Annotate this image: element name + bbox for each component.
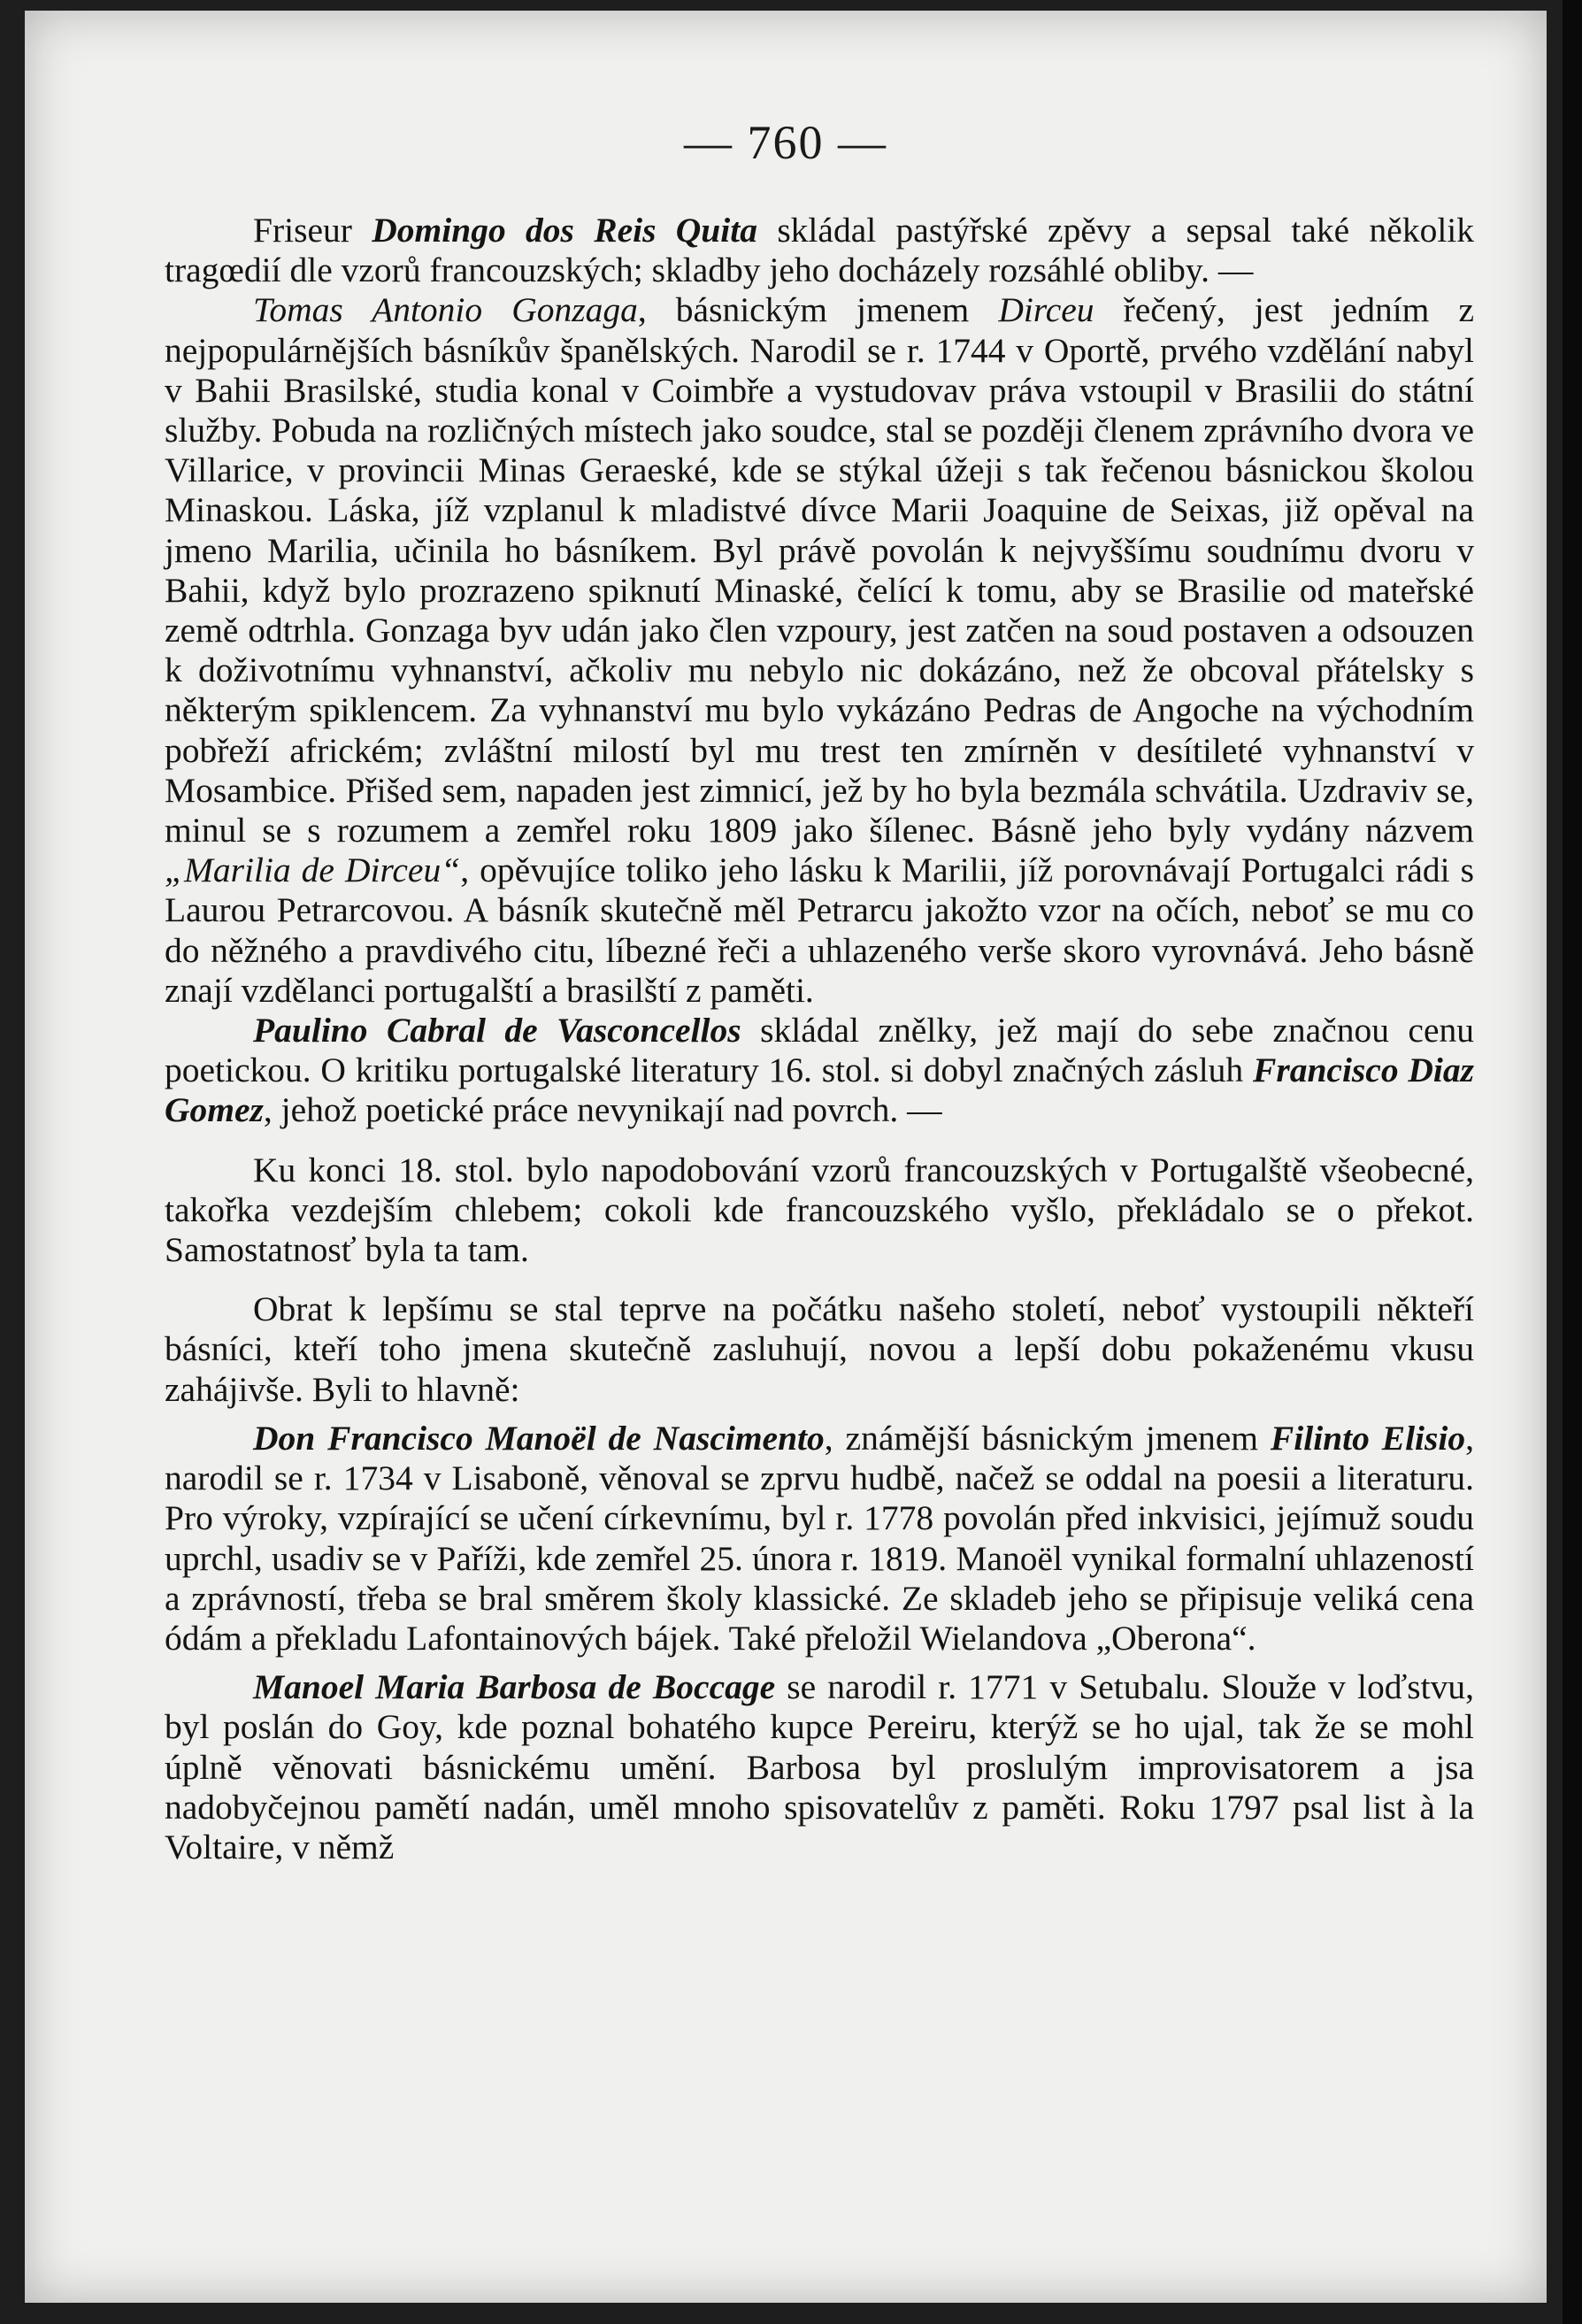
body-text — [165, 211, 1474, 1867]
text-run: , narodil se r. 1734 v Lisaboně, věnoval se zprvu hudbě, načež se oddal na poesii a literaturu. Pro výroky, vzpírající se učení církevnímu, byl r. 1778 povolán před inkvisici, jejímuž soudu uprchl, usadiv se v Paříži, kde zemřel 25. února r. 1819. Manoël vynikal formalní uhlazeností a zprávností, třeba se bral směrem školy klassické. Ze skladeb jeho se připisuje veliká cena ódám a překladu Lafontainových bájek. Také přeložil Wielandova „Oberona“. — [165, 1418, 1475, 1658]
paragraph-p5 — [165, 1289, 1474, 1410]
paragraph-p6 — [165, 1419, 1474, 1658]
text-run: Ku konci 18. stol. bylo napodobování vzorů francouzských v Portugalště všeobecné, takořka vezdejším chlebem; cokoli kde francouzského vyšlo, překládalo se o překot. Samostatnosť byla ta tam. — [165, 1150, 1474, 1270]
text-run: se narodil r. 1771 v Setubalu. Slouže v loďstvu, byl poslán do Goy, kde poznal bohatého kupce Pereiru, kterýž se ho ujal, tak že se mohl úplně věnovati básnickému umění. Barbosa byl proslulým improvisatorem a jsa nadobyčejnou pamětí nadán, uměl mnoho spisovatelův z paměti. Roku 1797 psal list à la Voltaire, v němž — [165, 1667, 1474, 1866]
emphasized-name: Manoel Maria Barbosa de Boccage — [253, 1667, 776, 1707]
emphasized-name: Francisco Diaz Gomez — [165, 1050, 1474, 1130]
text-run: , opěvujíce toliko jeho lásku k Marilii, jíž porovnávají Portugalci rádi s Laurou Petrarcovou. A básník skutečně měl Petrarcu jakožto vzor na očích, neboť se mu co do něžného a pravdivého citu, líbezné řeči a uhlazeného verše skoro vyrovnává. Jeho básně znají vzdělanci portugalští a brasilští z paměti. — [165, 850, 1474, 1010]
text-run: skládal znělky, jež mají do sebe značnou cenu poetickou. O kritiku portugalské literatury 16. stol. si dobyl značných zásluh — [165, 1011, 1474, 1090]
emphasized-name: „Marilia de Dirceu“ — [165, 850, 461, 890]
emphasized-name: Dirceu — [998, 290, 1094, 330]
text-run: skládal pastýřské zpěvy a sepsal také několik tragœdií dle vzorů francouzských; skladby jeho docházely rozsáhlé obliby. — — [165, 211, 1475, 290]
text-run: , básnickým jmenem — [637, 290, 999, 330]
paragraph-p7 — [165, 1667, 1474, 1867]
emphasized-name: Tomas Antonio Gonzaga — [253, 290, 638, 330]
text-run: , známější básnickým jmenem — [824, 1418, 1271, 1458]
paragraph-p1 — [165, 211, 1474, 290]
text-run: Obrat k lepšímu se stal teprve na počátku našeho století, neboť vystoupili někteří básníci, kteří toho jmena skutečně zasluhují, novou a lepší dobu pokaženému vkusu zahájivše. Byli to hlavně: — [165, 1289, 1474, 1409]
emphasized-name: Domingo dos Reis Quita — [372, 211, 757, 250]
paragraph-p3 — [165, 1011, 1474, 1131]
scan-border — [1563, 0, 1582, 2324]
paragraph-p4 — [165, 1150, 1474, 1271]
paragraph-p2 — [165, 290, 1474, 1011]
emphasized-name: Paulino Cabral de Vasconcellos — [253, 1011, 741, 1050]
text-run: řečený, jest jedním z nejpopulárnějších básníkův španělských. Narodil se r. 1744 v Oportě, prvého vzdělání nabyl v Bahii Brasilské, studia konal v Coimbře a vystudovav práva vstoupil v Brasilii do státní služby. Pobuda na rozličných místech jako soudce, stal se později členem zprávního dvora ve Villarice, v provincii Minas Geraeské, kde se stýkal úžeji s tak řečenou básnickou školou Minaskou. Láska, jíž vzplanul k mladistvé dívce Marii Joaquine de Seixas, již opěval na jmeno Marilia, učinila ho básníkem. Byl právě povolán k nejvyššímu soudnímu dvoru v Bahii, když bylo prozrazeno spiknutí Minaské, čelící k tomu, aby se Brasilie od mateřské země odtrhla. Gonzaga byv udán jako člen vzpoury, jest zatčen na soud postaven a odsouzen k doživotnímu vyhnanství, ačkoliv mu nebylo nic dokázáno, než že obcoval přátelsky s některým spiklencem. Za vyhnanství mu bylo vykázáno Pedras de Angoche na východním pobřeží africkém; zvláštní milostí byl mu trest ten zmírněn v desítileté vyhnanství v Mosambice. Přišed sem, napaden jest zimnicí, jež by ho byla bezmála schvátila. Uzdraviv se, minul se s rozumem a zemřel roku 1809 jako šílenec. Básně jeho byly vydány názvem — [165, 290, 1474, 850]
page-number: — 760 — — [684, 116, 887, 169]
emphasized-name: Filinto Elisio — [1270, 1418, 1466, 1458]
book-page — [25, 11, 1547, 2303]
emphasized-name: Don Francisco Manoël de Nascimento — [253, 1418, 825, 1458]
text-run: , jehož poetické práce nevynikají nad povrch. — — [263, 1090, 942, 1130]
text-run: Friseur — [253, 211, 372, 250]
